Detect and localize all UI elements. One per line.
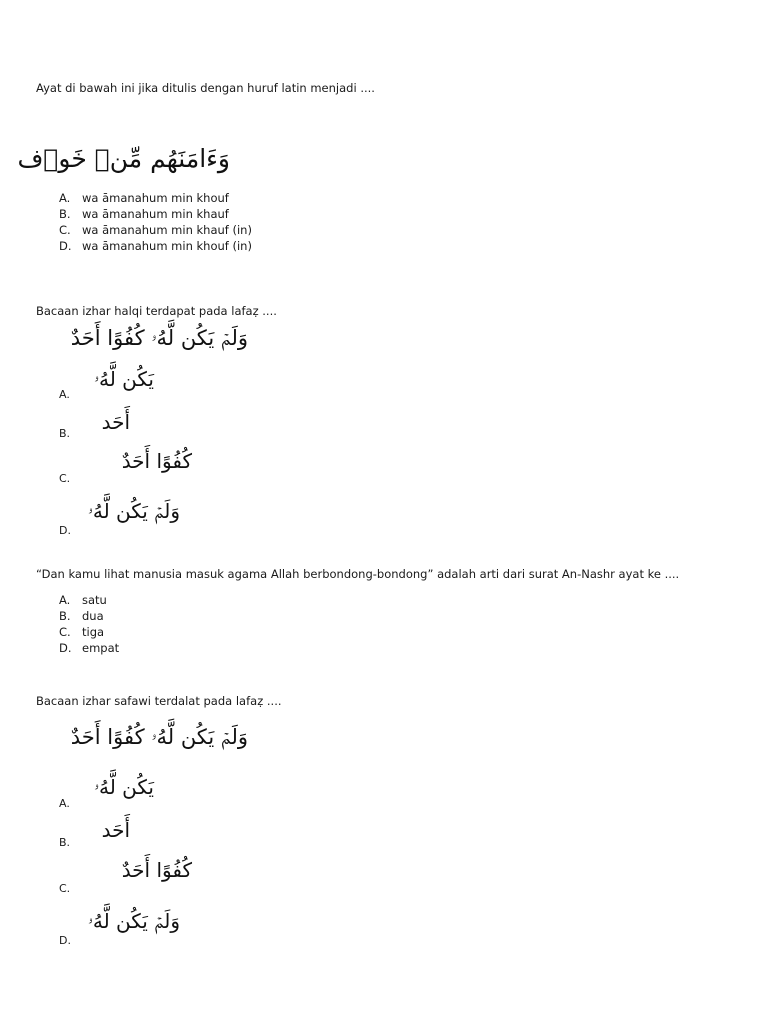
question-2-option-c-arabic[interactable]: كُفُوًا أَحَدٌ [121,449,192,473]
question-1-option-c[interactable]: C. wa āmanahum min khauf (in) [59,223,252,237]
question-4-option-d-label[interactable]: D. [59,934,71,947]
question-2-option-a-arabic[interactable]: يَكُن لَّهُۥ [93,367,154,391]
question-3-option-a[interactable]: A. satu [59,593,107,607]
question-1-options [59,190,252,254]
question-4-arabic-verse: وَلَمۡ يَكُن لَّهُۥ كُفُوًا أَحَدٌ [70,725,248,749]
question-4-option-b-label[interactable]: B. [59,836,71,849]
question-1-option-a[interactable]: A. wa āmanahum min khouf [59,191,229,205]
question-2-option-b-label[interactable]: B. [59,427,71,440]
question-3-option-c[interactable]: C. tiga [59,625,105,639]
question-4-option-a-label[interactable]: A. [59,797,70,810]
question-4-option-c-arabic[interactable]: كُفُوًا أَحَدٌ [121,858,192,882]
question-4-option-b-arabic[interactable]: أَحَد [101,818,130,842]
question-2-option-c-label[interactable]: C. [59,472,71,485]
question-3-option-b[interactable]: B. dua [59,609,104,623]
question-1-text: Ayat di bawah ini jika ditulis dengan huruf latin menjadi .... [36,81,375,95]
question-3-option-d[interactable]: D. empat [59,641,120,655]
question-2-option-d-label[interactable]: D. [59,524,71,537]
question-1-arabic-verse: وَءَامَنَهُم مِّنۡ خَوۡف [17,144,230,173]
question-4-option-c-label[interactable]: C. [59,882,71,895]
question-2-option-a-label[interactable]: A. [59,388,70,401]
question-2-text: Bacaan izhar halqi terdapat pada lafaẓ .... [36,304,277,318]
question-4-option-d-arabic[interactable]: وَلَمۡ يَكُن لَّهُۥ [87,909,180,933]
question-2-arabic-verse: وَلَمۡ يَكُن لَّهُۥ كُفُوًا أَحَدٌ [70,326,248,350]
question-2-option-d-arabic[interactable]: وَلَمۡ يَكُن لَّهُۥ [87,499,180,523]
question-4-option-a-arabic[interactable]: يَكُن لَّهُۥ [93,775,154,799]
question-2-option-b-arabic[interactable]: أَحَد [101,410,130,434]
question-1-option-b[interactable]: B. wa āmanahum min khauf [59,207,229,221]
question-1-option-d[interactable]: D. wa āmanahum min khouf (in) [59,239,252,253]
question-3-text: “Dan kamu lihat manusia masuk agama Allah berbondong-bondong” adalah arti dari surat An-Nashr ayat ke .... [36,567,680,581]
question-3-options [59,592,119,656]
question-4-text: Bacaan izhar safawi terdalat pada lafaẓ .... [36,694,282,708]
